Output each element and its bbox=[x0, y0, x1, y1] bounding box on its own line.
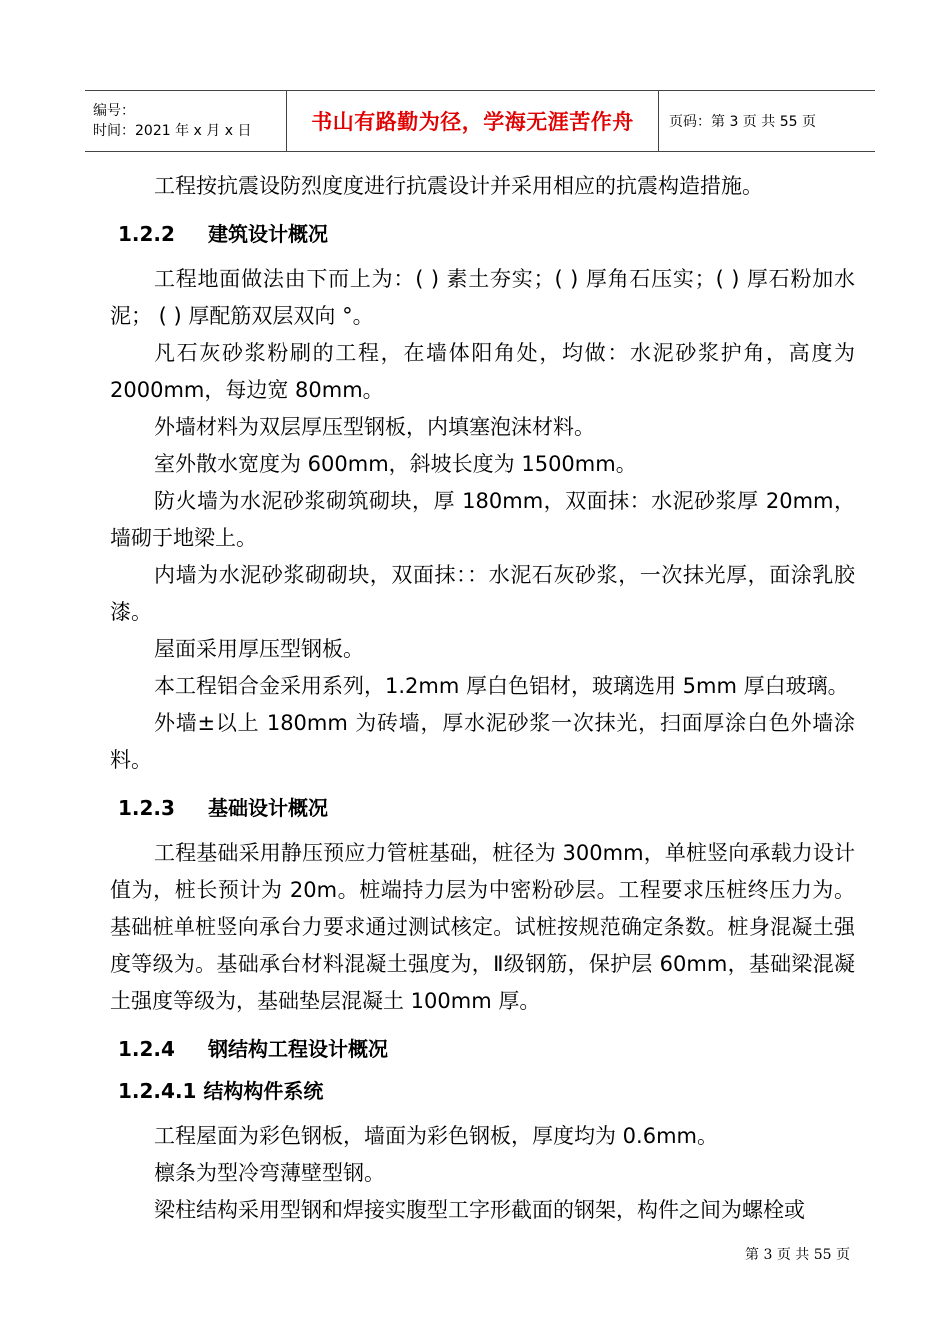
section-title: 钢结构工程设计概况 bbox=[208, 1037, 388, 1061]
section-title: 基础设计概况 bbox=[208, 796, 328, 820]
section-number: 1.2.3 bbox=[118, 796, 175, 820]
paragraph: 本工程铝合金采用系列，1.2mm 厚白色铝材，玻璃选用 5mm 厚白玻璃。 bbox=[154, 674, 849, 698]
time-label: 时间：2021 年 x 月 x 日 bbox=[93, 123, 252, 139]
header-meta bbox=[85, 91, 286, 151]
section-number: 1.2.2 bbox=[118, 222, 175, 246]
number-label: 编号： bbox=[93, 103, 135, 119]
paragraph: 梁柱结构采用型钢和焊接实腹型工字形截面的钢架，构件之间为螺栓或 bbox=[154, 1198, 805, 1222]
paragraph: 防火墙为水泥砂浆砌筑砌块，厚 180mm，双面抹：水泥砂浆厚 20mm，墙砌于地梁上。 bbox=[110, 489, 855, 550]
paragraph: 工程基础采用静压预应力管桩基础，桩径为 300mm，单桩竖向承载力设计值为，桩长预计为 20m。桩端持力层为中密粉砂层。工程要求压桩终压力为。基础桩单桩竖向承台力要求通过测试核定。试桩按规范确定条数。桩身混凝土强度等级为。基础承台材料混凝土强度为，Ⅱ级钢筋，保护层 60mm，基础梁混凝土强度等级为，基础垫层混凝土 100mm 厚。 bbox=[110, 841, 855, 1013]
section-heading-1-2-2 bbox=[118, 221, 855, 247]
paragraph: 凡石灰砂浆粉刷的工程，在墙体阳角处，均做：水泥砂浆护角，高度为 2000mm，每边宽 80mm。 bbox=[110, 341, 855, 402]
section-heading-1-2-4-1 bbox=[118, 1078, 855, 1104]
paragraph: 外墙材料为双层厚压型钢板，内填塞泡沫材料。 bbox=[154, 415, 595, 439]
section-heading-1-2-4 bbox=[118, 1036, 855, 1062]
page-footer: 第 3 页 共 55 页 bbox=[745, 1247, 850, 1263]
paragraph: 屋面采用厚压型钢板。 bbox=[154, 637, 364, 661]
section-number: 1.2.4.1 bbox=[118, 1079, 197, 1103]
header-page-cell bbox=[659, 91, 875, 151]
paragraph: 室外散水宽度为 600mm，斜坡长度为 1500mm。 bbox=[154, 452, 637, 476]
document-body bbox=[110, 168, 855, 1229]
paragraph: 内墙为水泥砂浆砌砌块，双面抹：：水泥石灰砂浆，一次抹光厚，面涂乳胶漆。 bbox=[110, 563, 855, 624]
section-title: 结构构件系统 bbox=[203, 1079, 324, 1103]
paragraph: 工程屋面为彩色钢板，墙面为彩色钢板，厚度均为 0.6mm。 bbox=[154, 1124, 718, 1148]
paragraph: 外墙±以上 180mm 为砖墙，厚水泥砂浆一次抹光，扫面厚涂白色外墙涂料。 bbox=[110, 711, 855, 772]
header-page-info: 页码：第 3 页 共 55 页 bbox=[669, 114, 816, 130]
page-header bbox=[85, 90, 875, 152]
section-title: 建筑设计概况 bbox=[208, 222, 328, 246]
header-motto-cell bbox=[286, 91, 659, 151]
section-number: 1.2.4 bbox=[118, 1037, 175, 1061]
paragraph: 工程按抗震设防烈度度进行抗震设计并采用相应的抗震构造措施。 bbox=[154, 174, 763, 198]
paragraph: 檩条为型冷弯薄壁型钢。 bbox=[154, 1161, 385, 1185]
paragraph: 工程地面做法由下而上为：( ) 素土夯实；( ) 厚角石压实；( ) 厚石粉加水泥； ( ) 厚配筋双层双向 °。 bbox=[110, 267, 855, 328]
header-motto: 书山有路勤为径，学海无涯苦作舟 bbox=[311, 110, 634, 134]
section-heading-1-2-3 bbox=[118, 795, 855, 821]
